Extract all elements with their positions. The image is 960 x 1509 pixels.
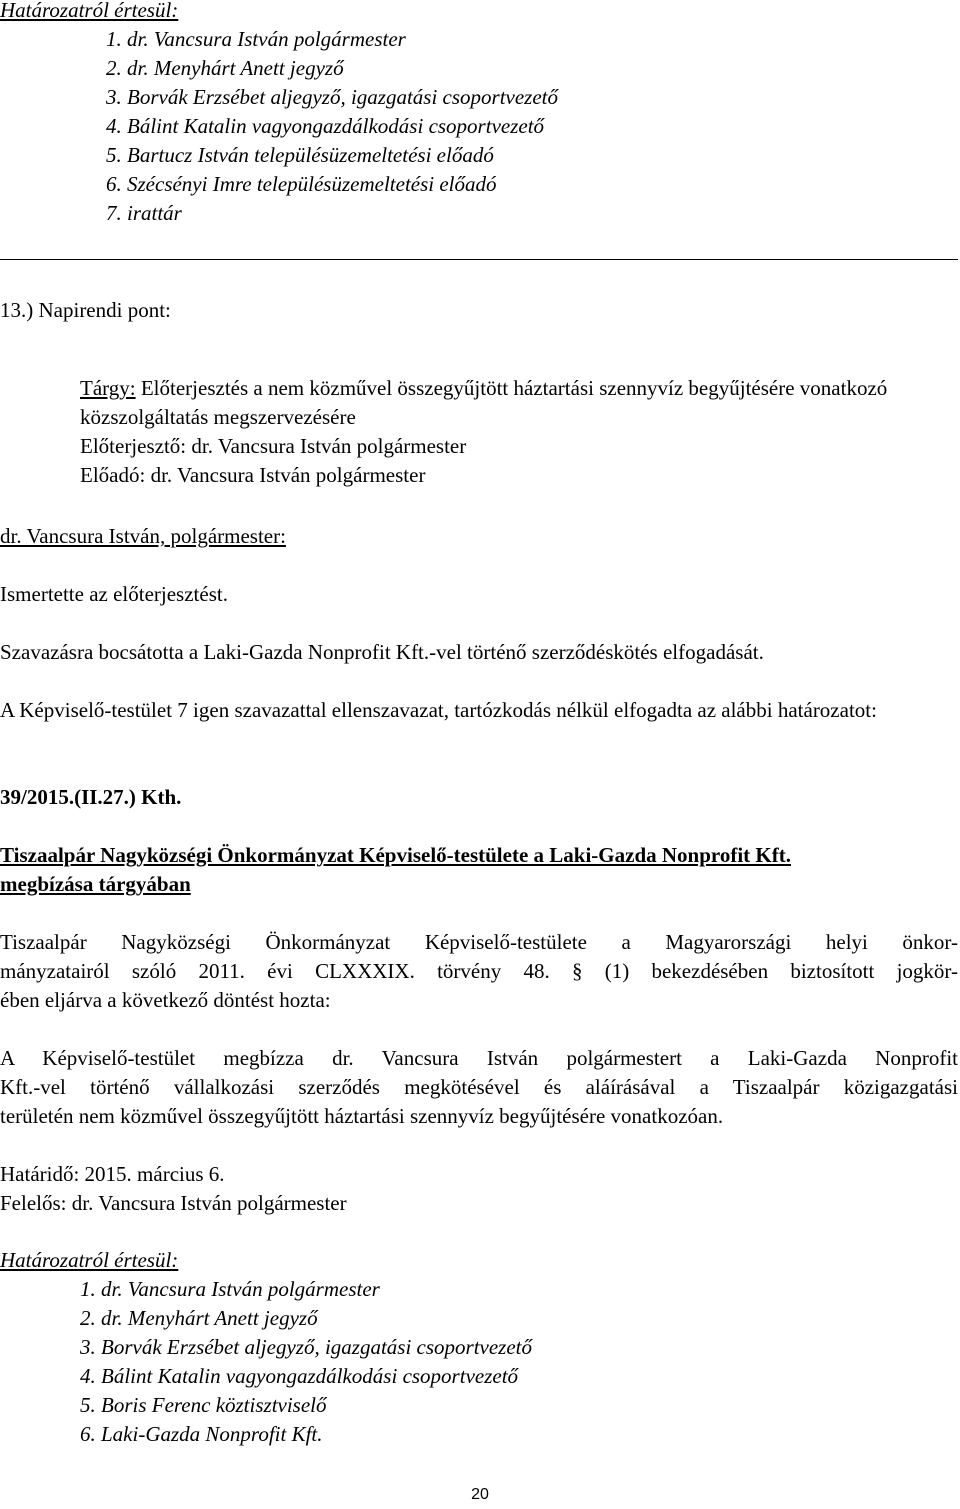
subject-label: Tárgy: bbox=[80, 376, 136, 400]
top-notice bbox=[0, 0, 558, 228]
list-item: 5. Boris Ferenc köztisztviselő bbox=[80, 1393, 327, 1417]
list-item: 3. Borvák Erzsébet aljegyző, igazgatási csoportvezető bbox=[106, 85, 559, 109]
list-item: 4. Bálint Katalin vagyongazdálkodási csoportvezető bbox=[80, 1364, 519, 1388]
list-item: 6. Laki-Gazda Nonprofit Kft. bbox=[80, 1422, 323, 1446]
resolution-decision: A Képviselő-testület megbízza dr. Vancsura István polgármestert a Laki-Gazda Nonprofit Kft.-vel történő vállalkozási szerződés megkötésével és aláírásával a Tiszaalpár közigazgatási területén nem közművel összegyűjtött háztartási szennyvíz begyűjtésére vonatkozóan. bbox=[0, 1046, 958, 1128]
section-divider bbox=[0, 259, 958, 260]
agenda-speaker: Előadó: dr. Vancsura István polgármester bbox=[80, 463, 426, 487]
agenda-heading: 13.) Napirendi pont: bbox=[0, 298, 171, 322]
agenda-details bbox=[80, 374, 958, 490]
list-item: 7. irattár bbox=[106, 201, 182, 225]
subject-text: Előterjesztés a nem közművel összegyűjtött háztartási szennyvíz begyűjtésére vonatkozó közszolgáltatás megszervezésére bbox=[80, 376, 888, 429]
list-item: 1. dr. Vancsura István polgármester bbox=[80, 1277, 380, 1301]
top-notice-list bbox=[106, 25, 558, 228]
discussion-line-vote-call: Szavazásra bocsátotta a Laki-Gazda Nonprofit Kft.-vel történő szerződéskötés elfogadását. bbox=[0, 640, 764, 664]
resolution-number: 39/2015.(II.27.) Kth. bbox=[0, 785, 182, 809]
bottom-notice bbox=[0, 1246, 532, 1449]
bottom-notice-heading: Határozatról értesül: bbox=[0, 1248, 179, 1272]
deadline: Határidő: 2015. március 6. bbox=[0, 1162, 225, 1186]
page-number: 20 bbox=[471, 1486, 489, 1503]
resolution-body: Tiszaalpár Nagyközségi Önkormányzat Képviselő-testülete a Magyarországi helyi önkor- mányzatairól szóló 2011. évi CLXXXIX. törvény 48. § (1) bekezdésében biztosított jogkör- ében eljárva a következő döntést hozta: bbox=[0, 930, 958, 1012]
list-item: 2. dr. Menyhárt Anett jegyző bbox=[106, 56, 344, 80]
speaker-heading: dr. Vancsura István, polgármester: bbox=[0, 524, 286, 548]
list-item: 3. Borvák Erzsébet aljegyző, igazgatási csoportvezető bbox=[80, 1335, 533, 1359]
list-item: 6. Szécsényi Imre településüzemeltetési előadó bbox=[106, 172, 497, 196]
resolution-title: Tiszaalpár Nagyközségi Önkormányzat Képviselő-testülete a Laki-Gazda Nonprofit Kft. megbízása tárgyában bbox=[0, 843, 791, 896]
agenda-proposer: Előterjesztő: dr. Vancsura István polgármester bbox=[80, 434, 467, 458]
list-item: 2. dr. Menyhárt Anett jegyző bbox=[80, 1306, 318, 1330]
agenda-subject bbox=[80, 374, 958, 432]
vote-result: A Képviselő-testület 7 igen szavazattal ellenszavazat, tartózkodás nélkül elfogadta az alábbi határozatot: bbox=[0, 698, 877, 722]
top-notice-heading: Határozatról értesül: bbox=[0, 0, 179, 22]
responsible: Felelős: dr. Vancsura István polgármester bbox=[0, 1191, 347, 1215]
list-item: 4. Bálint Katalin vagyongazdálkodási csoportvezető bbox=[106, 114, 545, 138]
list-item: 5. Bartucz István településüzemeltetési előadó bbox=[106, 143, 494, 167]
list-item: 1. dr. Vancsura István polgármester bbox=[106, 27, 406, 51]
bottom-notice-list bbox=[80, 1275, 532, 1449]
discussion-line-presented: Ismertette az előterjesztést. bbox=[0, 582, 228, 606]
